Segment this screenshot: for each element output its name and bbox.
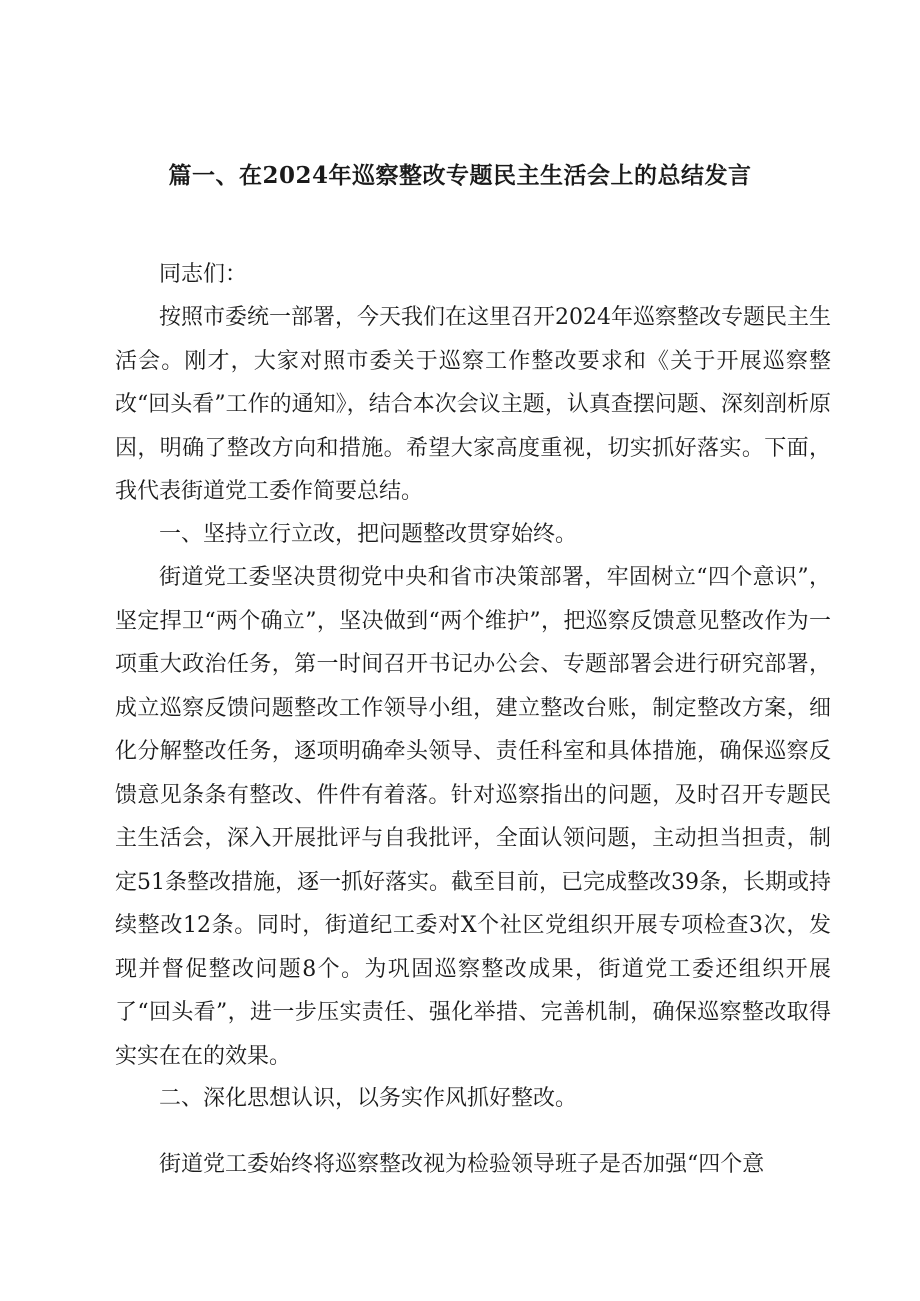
section-heading-1: 一、坚持立行立改，把问题整改贯穿始终。 [159, 522, 578, 547]
paragraph-section-2: 街道党工委始终将巡察整改视为检验领导班子是否加强“四个意 [159, 1152, 765, 1177]
paragraph-section-1: 街道党工委坚决贯彻党中央和省市决策部署，牢固树立“四个意识”，坚定捍卫“两个确立”，坚决做到“两个维护”，把巡察反馈意见整改作为一项重大政治任务，第一时间召开书记办公会、专题部署会进行研究部署，成立巡察反馈问题整改工作领导小组，建立整改台账，制定整改方案，细化分解整改任务，逐项明确牵头领导、责任科室和具体措施，确保巡察反馈意见条条有整改、件件有着落。针对巡察指出的问题，及时召开专题民主生活会，深入开展批评与自我批评，全面认领问题，主动担当担责，制定51条整改措施，逐一抓好落实。截至目前，已完成整改39条，长期或持续整改12条。同时，街道纪工委对X个社区党组织开展专项检查3次，发现并督促整改问题8个。为巩固巡察整改成果，街道党工委还组织开展了“回头看”，进一步压实责任、强化举措、完善机制，确保巡察整改取得实实在在的效果。 [115, 565, 831, 1069]
greeting: 同志们： [159, 262, 248, 287]
section-heading-2: 二、深化思想认识，以务实作风抓好整改。 [159, 1086, 578, 1111]
document-title: 篇一、在2024年巡察整改专题民主生活会上的总结发言 [168, 162, 752, 189]
paragraph-intro: 按照市委统一部署，今天我们在这里召开2024年巡察整改专题民主生活会。刚才，大家对照市委关于巡察工作整改要求和《关于开展巡察整改“回头看”工作的通知》，结合本次会议主题，认真查摆问题、深刻剖析原因，明确了整改方向和措施。希望大家高度重视，切实抓好落实。下面，我代表街道党工委作简要总结。 [115, 305, 831, 504]
